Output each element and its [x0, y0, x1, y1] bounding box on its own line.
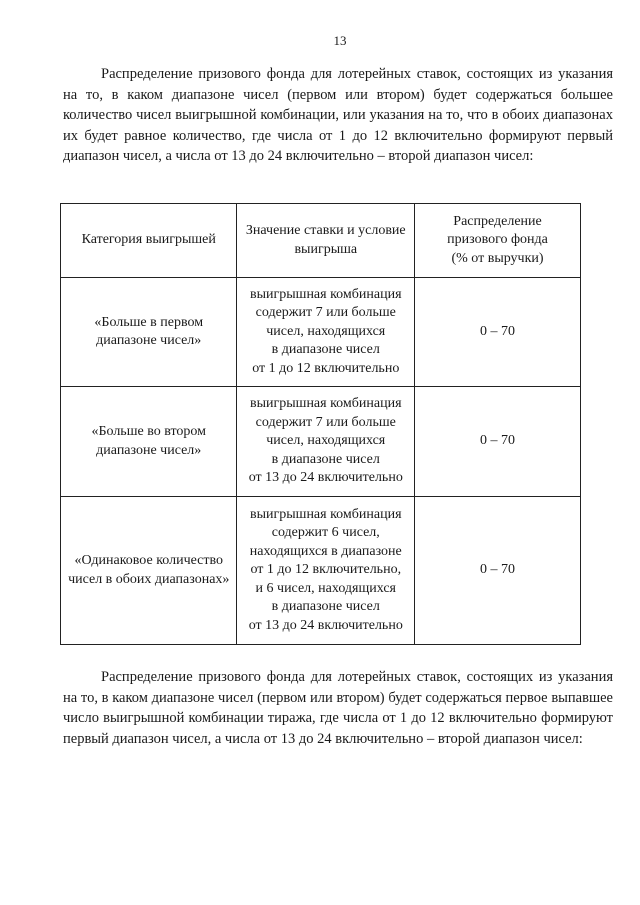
page-number: 13 [333, 33, 347, 48]
header-condition: Значение ставки и условие выигрыша [237, 204, 415, 278]
header-category: Категория выигрышей [61, 204, 237, 278]
prize-distribution-table [60, 203, 581, 645]
table-row [61, 497, 581, 645]
category-cell: «Больше в первом диапазоне чисел» [61, 278, 237, 387]
distribution-cell: 0 – 70 [415, 387, 581, 497]
category-cell: «Одинаковое количество чисел в обоих диапазонах» [61, 497, 237, 645]
condition-cell: выигрышная комбинация содержит 7 или больше чисел, находящихся в диапазоне чисел от 13 до 24 включительно [237, 387, 415, 497]
intro-paragraph: Распределение призового фонда для лотерейных ставок, состоящих из указания на то, в каком диапазоне чисел (первом или втором) будет содержаться большее количество чисел выигрышной комбинации, или указания на то, что в обоих диапазонах их будет равное количество, где числа от 1 до 12 включительно формируют первый диапазон чисел, а числа от 13 до 24 включительно – второй диапазон чисел: [63, 66, 613, 164]
distribution-cell: 0 – 70 [415, 497, 581, 645]
table-row [61, 278, 581, 387]
condition-cell: выигрышная комбинация содержит 7 или больше чисел, находящихся в диапазоне чисел от 1 до 12 включительно [237, 278, 415, 387]
second-paragraph: Распределение призового фонда для лотерейных ставок, состоящих из указания на то, в каком диапазоне чисел (первом или втором) будет содержаться первое выпавшее число выигрышной комбинации тиража, где числа от 1 до 12 включительно формируют первый диапазон чисел, а числа от 13 до 24 включительно – второй диапазон чисел: [63, 669, 613, 747]
distribution-cell: 0 – 70 [415, 278, 581, 387]
category-cell: «Больше во втором диапазоне чисел» [61, 387, 237, 497]
header-distribution: Распределение призового фонда (% от выручки) [415, 204, 581, 278]
table-header-row [61, 204, 581, 278]
table-row [61, 387, 581, 497]
condition-cell: выигрышная комбинация содержит 6 чисел, находящихся в диапазоне от 1 до 12 включительно, и 6 чисел, находящихся в диапазоне чисел от 13 до 24 включительно [237, 497, 415, 645]
